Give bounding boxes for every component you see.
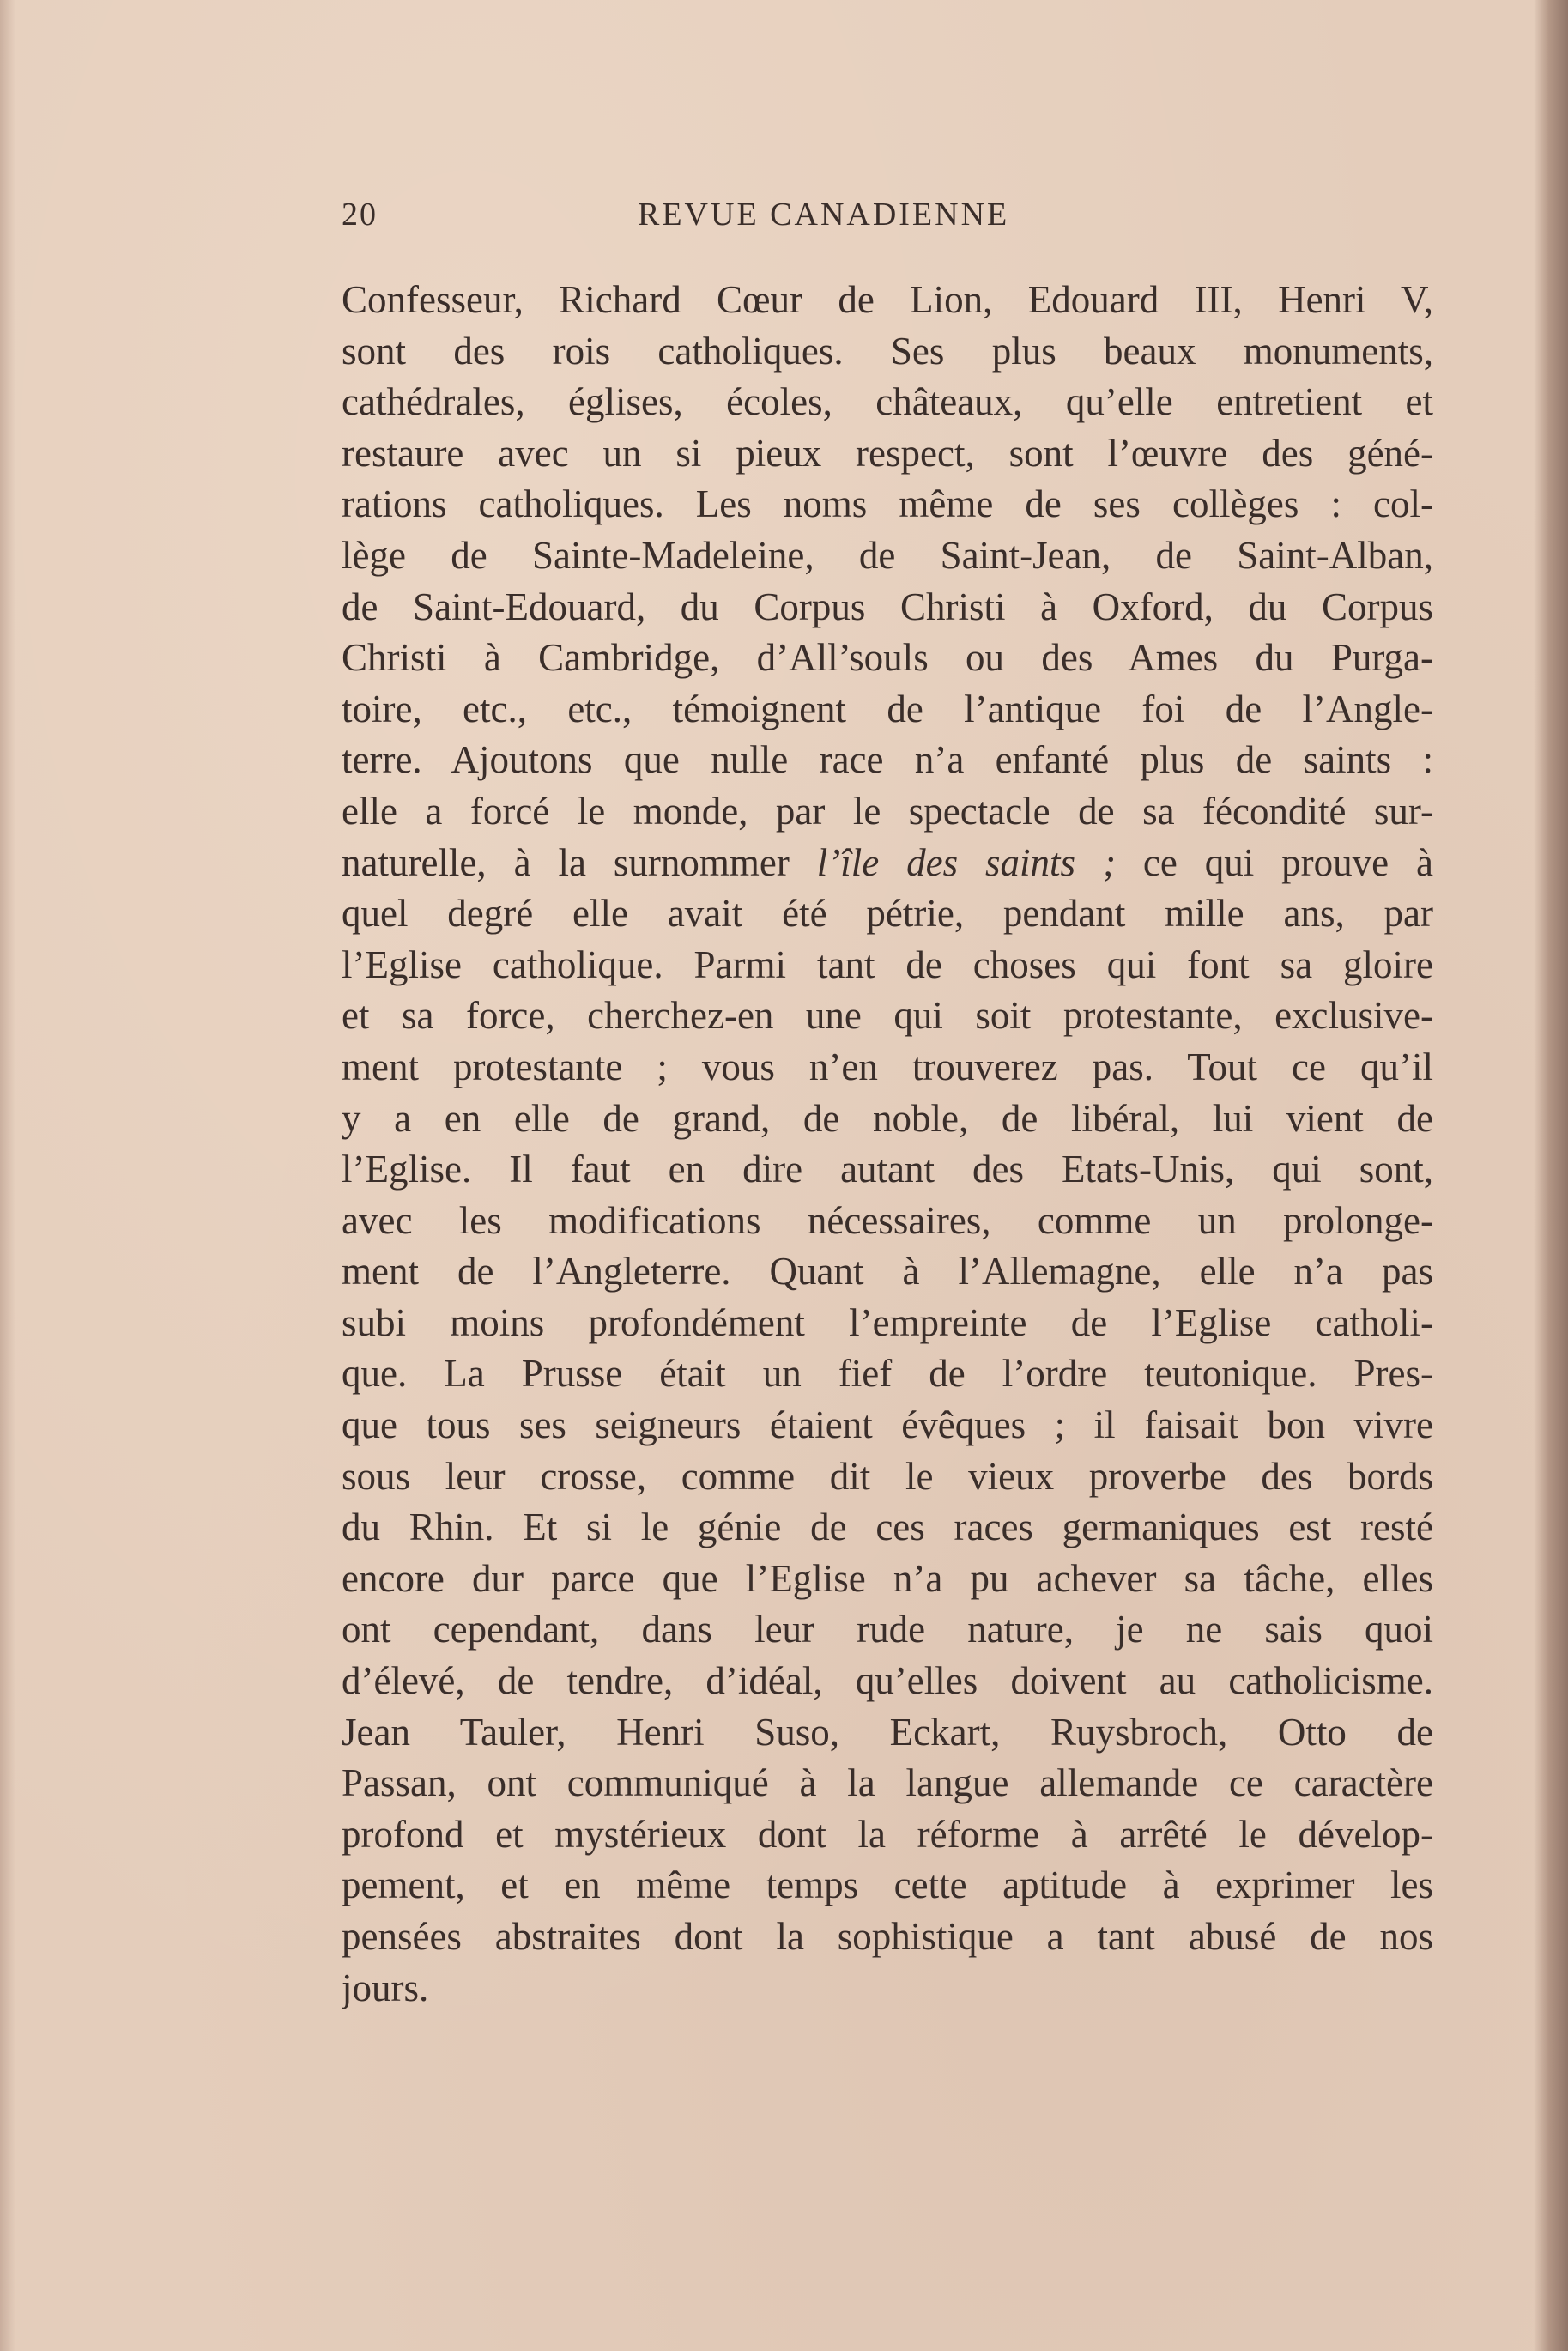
journal-title: REVUE CANADIENNE [638,197,1010,233]
text-line: que. La Prusse était un fief de l’ordre teutonique. Pres- [342,1352,1433,1396]
text-line [342,838,1433,889]
text-line: Christi à Cambridge, d’All’souls ou des Ames du Purga- [342,636,1433,680]
text-line: ont cependant, dans leur rude nature, je ne sais quoi [342,1608,1433,1651]
page-number: 20 [342,197,378,233]
text-line: pement, et en même temps cette aptitude à exprimer les [342,1863,1433,1907]
text-line: restaure avec un si pieux respect, sont l’œuvre des géné- [342,431,1433,475]
text-line: ment de l’Angleterre. Quant à l’Allemagne, elle n’a pas [342,1250,1433,1294]
text-line: quel degré elle avait été pétrie, pendant mille ans, par [342,892,1433,936]
text-line: sont des rois catholiques. Ses plus beaux monuments, [342,329,1433,373]
page-left-shadow [0,0,15,2351]
text-line: d’élevé, de tendre, d’idéal, qu’elles doivent au catholicisme. [342,1659,1433,1703]
text-line: et sa force, cherchez-en une qui soit protestante, exclusive- [342,994,1433,1038]
text-line: Confesseur, Richard Cœur de Lion, Edouard III, Henri V, [342,278,1433,321]
text-line: profond et mystérieux dont la réforme à arrêté le dévelop- [342,1812,1433,1856]
text-line: cathédrales, églises, écoles, châteaux, qu’elle entretient et [342,380,1433,424]
text-line: subi moins profondément l’empreinte de l’Eglise catholi- [342,1300,1433,1344]
text-line: Passan, ont communiqué à la langue allemande ce caractère [342,1761,1433,1805]
text-line: l’Eglise. Il faut en dire autant des Etats-Unis, qui sont, [342,1148,1433,1191]
text-line: l’Eglise catholique. Parmi tant de choses qui font sa gloire [342,942,1433,986]
text-segment: naturelle, à la surnommer [342,840,817,884]
text-line: jours. [342,1966,429,2009]
running-head [342,191,1433,239]
text-line: du Rhin. Et si le génie de ces races germaniques est resté [342,1506,1433,1549]
text-line: que tous ses seigneurs étaient évêques ; il faisait bon vivre [342,1403,1433,1447]
body-text [342,275,1433,2014]
text-line: elle a forcé le monde, par le spectacle de sa fécondité sur- [342,789,1433,833]
text-line: sous leur crosse, comme dit le vieux proverbe des bords [342,1454,1433,1498]
text-line: Jean Tauler, Henri Suso, Eckart, Ruysbroch, Otto de [342,1710,1433,1754]
text-line: terre. Ajoutons que nulle race n’a enfanté plus de saints : [342,738,1433,782]
text-line: de Saint-Edouard, du Corpus Christi à Oxford, du Corpus [342,585,1433,628]
text-line: y a en elle de grand, de noble, de libéral, lui vient de [342,1096,1433,1140]
italic-phrase: l’île des saints ; [816,840,1116,884]
text-line: lège de Sainte-Madeleine, de Saint-Jean, de Saint-Alban, [342,533,1433,577]
text-line: pensées abstraites dont la sophistique a tant abusé de nos [342,1915,1433,1958]
page-right-edge [1534,0,1568,2351]
text-segment: ce qui prouve à [1115,840,1433,884]
text-line: ment protestante ; vous n’en trouverez pas. Tout ce qu’il [342,1045,1433,1088]
text-line: avec les modifications nécessaires, comme un prolonge- [342,1198,1433,1242]
text-line: encore dur parce que l’Eglise n’a pu achever sa tâche, elles [342,1556,1433,1600]
text-line: rations catholiques. Les noms même de ses collèges : col- [342,482,1433,526]
text-line: toire, etc., etc., témoignent de l’antique foi de l’Angle- [342,687,1433,730]
